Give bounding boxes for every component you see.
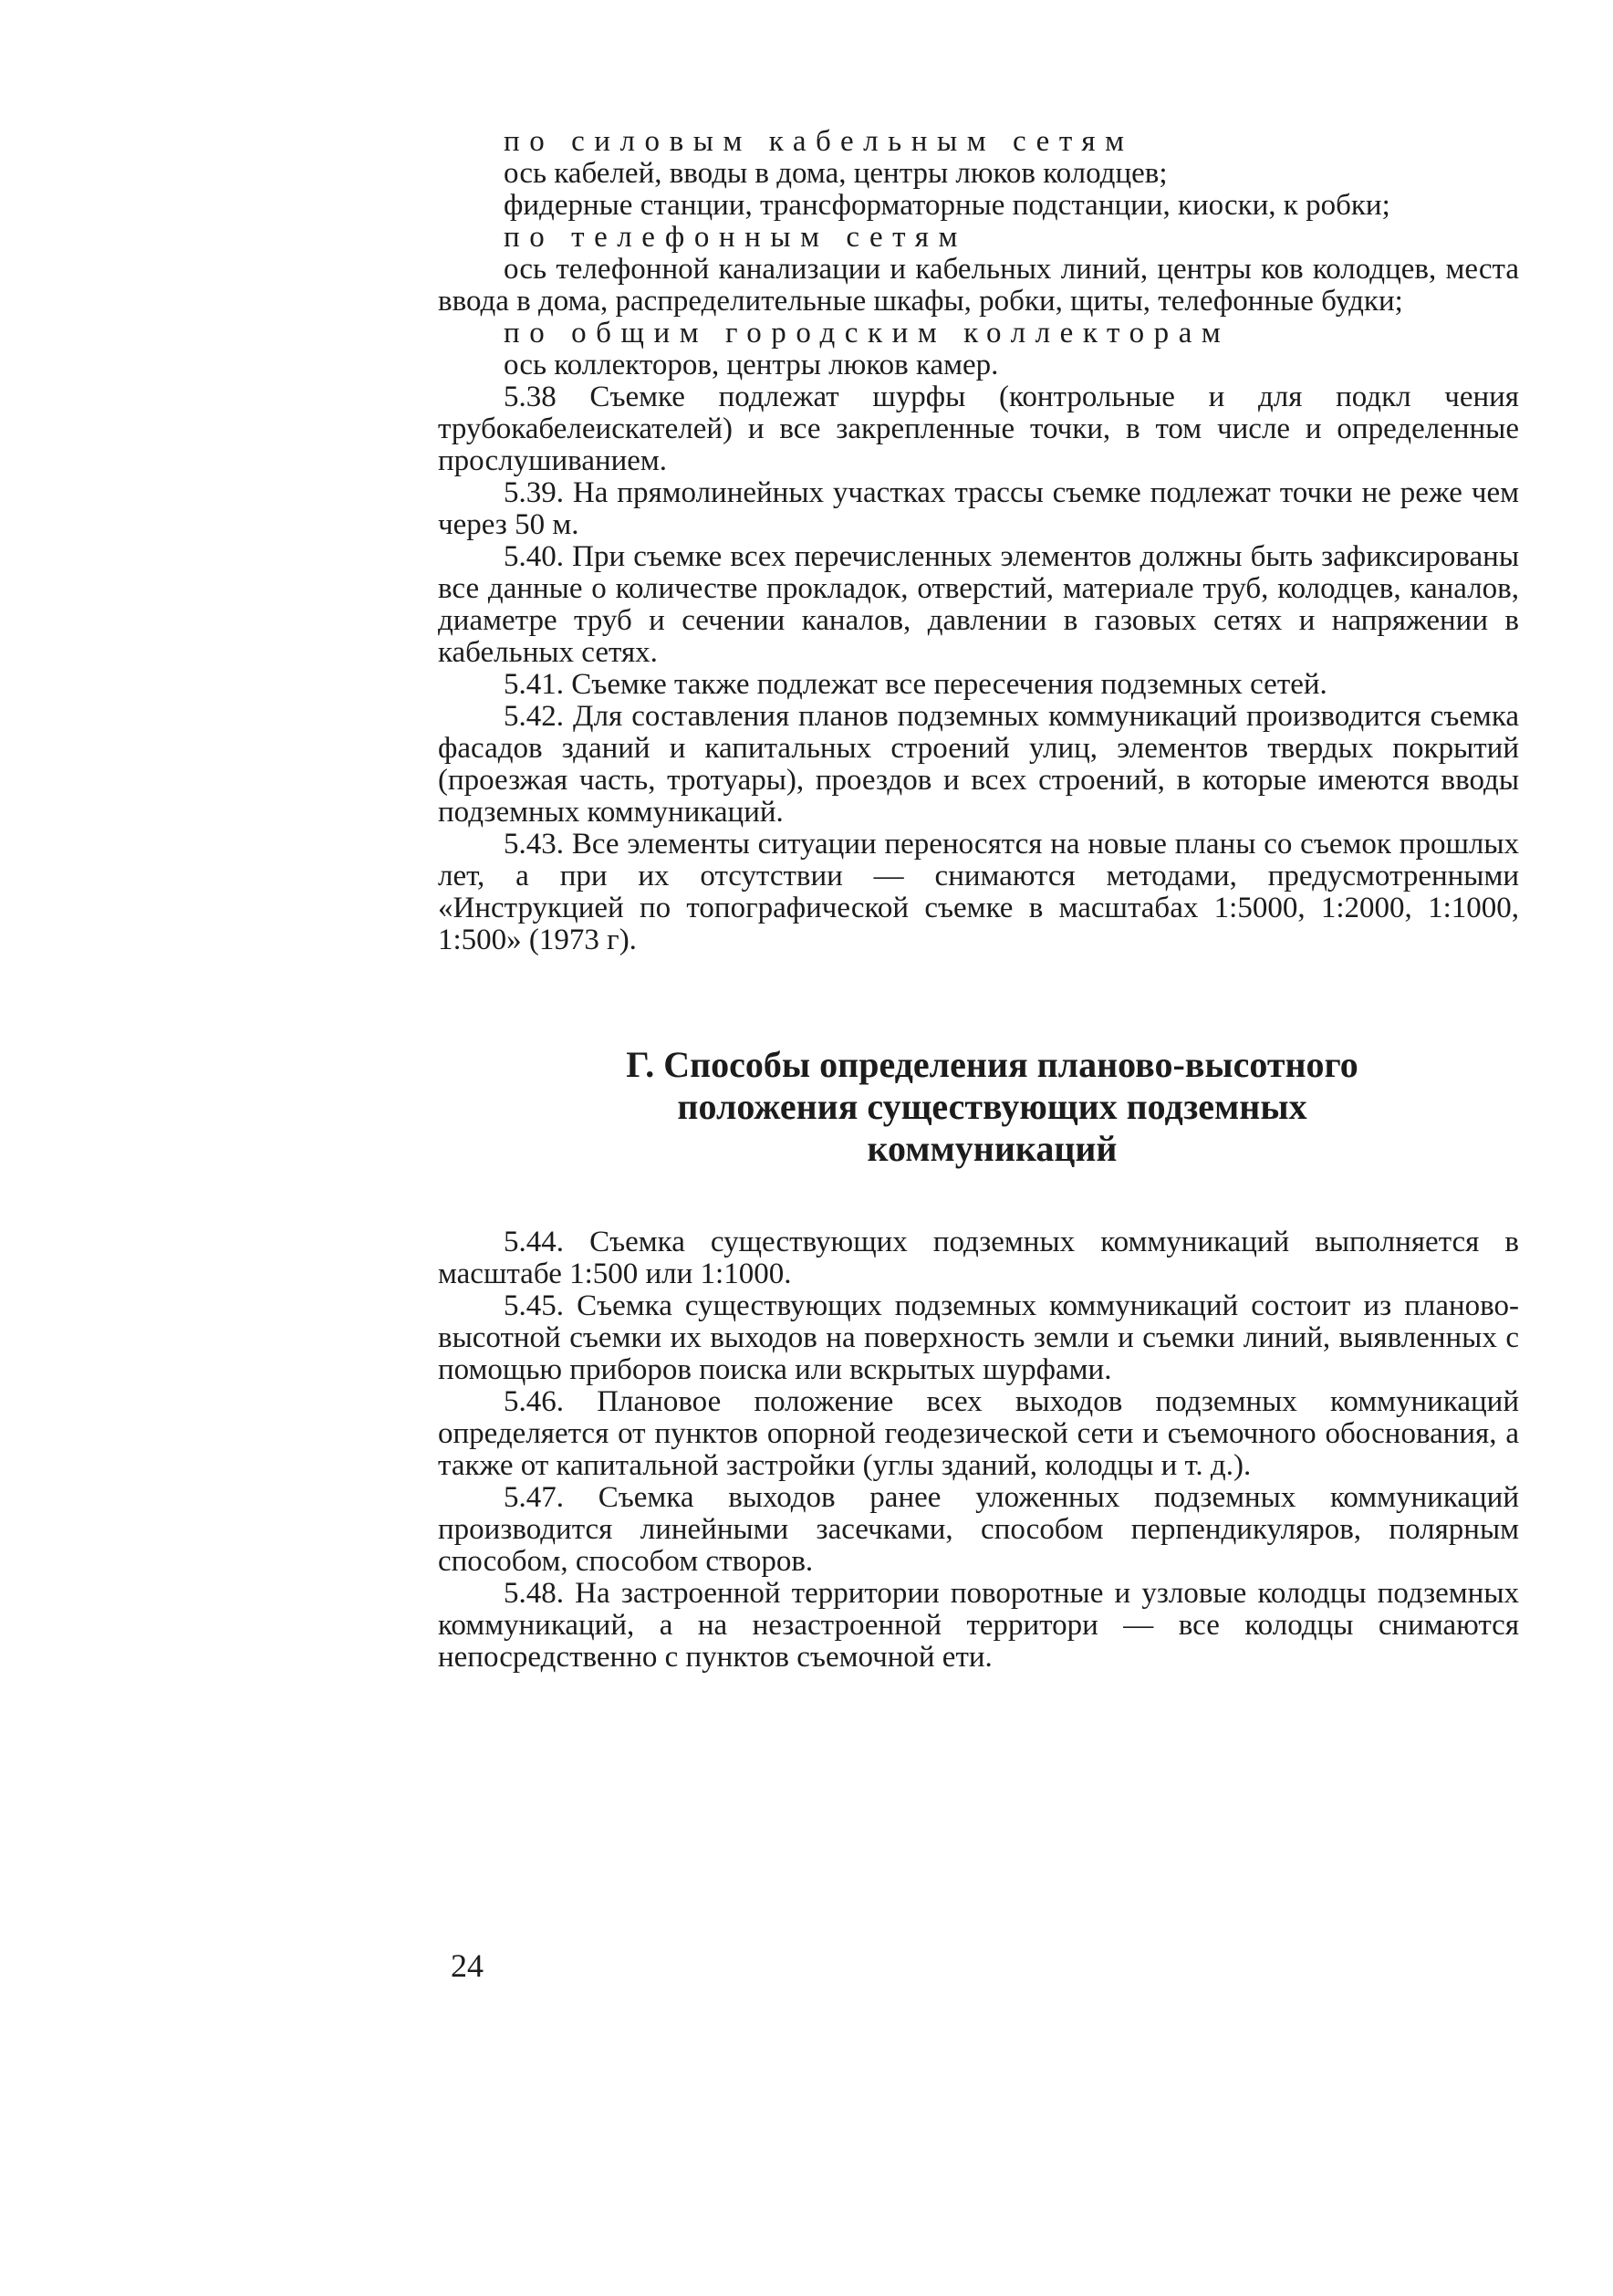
clause-5-43: 5.43. Все элементы ситуации переносятся на новые планы со съемок прошлых лет, а при их отсутствии — снимаются методами, предусмотренными «Инструкцией по топографической съемке в масштабах 1:5000, 1:2000, 1:1000, 1:500» (1973 г). — [438, 828, 1519, 956]
clause-5-40: 5.40. При съемке всех перечисленных элементов должны быть зафиксированы все данные о количестве прокладок, отверстий, материале труб, колодцев, каналов, диаметре труб и сечении каналов, давлении в газовых сетях и напряжении в кабельных сетях. — [438, 540, 1519, 669]
page-number: 24 — [451, 1947, 484, 1984]
document-page — [438, 126, 1519, 1674]
clause-5-42: 5.42. Для составления планов подземных коммуникаций производится съемка фасадов зданий и капитальных строений улиц, элементов твердых покрытий (проезжая часть, тротуары), проездов и всех строений, в которые имеются вводы подземных коммуникаций. — [438, 700, 1519, 829]
heading-line: коммуникаций — [867, 1128, 1118, 1169]
clause-5-45: 5.45. Съемка существующих подземных коммуникаций состоит из планово-высотной съемки их выходов на поверхность земли и съемки линий, выявленных с помощью приборов поиска или вскрытых шурфами. — [438, 1289, 1519, 1386]
clause-5-39: 5.39. На прямолинейных участках трассы съемке подлежат точки не реже чем через 50 м. — [438, 476, 1519, 541]
heading-line: положения существующих подземных — [677, 1086, 1307, 1127]
clause-5-44: 5.44. Съемка существующих подземных коммуникаций выполняется в масштабе 1:500 или 1:1000. — [438, 1226, 1519, 1290]
clause-5-47: 5.47. Съемка выходов ранее уложенных подземных коммуникаций производится линейными засечками, способом перпендикуляров, полярным способом, способом створов. — [438, 1481, 1519, 1578]
clause-5-38: 5.38 Съемке подлежат шурфы (контрольные и для подкл чения трубокабелеискателей) и все закрепленные точки, в том числе и определенные прослушиванием. — [438, 381, 1519, 477]
heading-line: Г. Способы определения планово-высотного — [626, 1044, 1358, 1085]
text-paragraph: ось телефонной канализации и кабельных линий, центры ков колодцев, места ввода в дома, распределительные шкафы, робки, щиты, телефонные будки; — [438, 253, 1519, 318]
clause-5-46: 5.46. Плановое положение всех выходов подземных коммуникаций определяется от пунктов опорной геодезической сети и съемочного обоснования, а также от капитальной застройки (углы зданий, колодцы и т. д.). — [438, 1385, 1519, 1482]
section-label-power-cables: по силовым кабельным сетям — [504, 125, 1134, 158]
text-paragraph: ось кабелей, вводы в дома, центры люков колодцев; — [504, 157, 1168, 190]
text-paragraph: фидерные станции, трансформаторные подстанции, киоски, к робки; — [504, 189, 1390, 222]
clause-5-41: 5.41. Съемке также подлежат все пересечения подземных сетей. — [504, 668, 1327, 701]
text-paragraph: ось коллекторов, центры люков камер. — [504, 349, 999, 381]
section-label-telephone: по телефонным сетям — [504, 221, 967, 254]
section-label-collectors: по общим городским коллекторам — [504, 317, 1231, 350]
clause-5-48: 5.48. На застроенной территории поворотные и узловые колодцы подземных коммуникаций, а на незастроенной территори — все колодцы снимаются непосредственно с пунктов съемочной ети. — [438, 1577, 1519, 1674]
section-heading — [438, 1044, 1519, 1170]
